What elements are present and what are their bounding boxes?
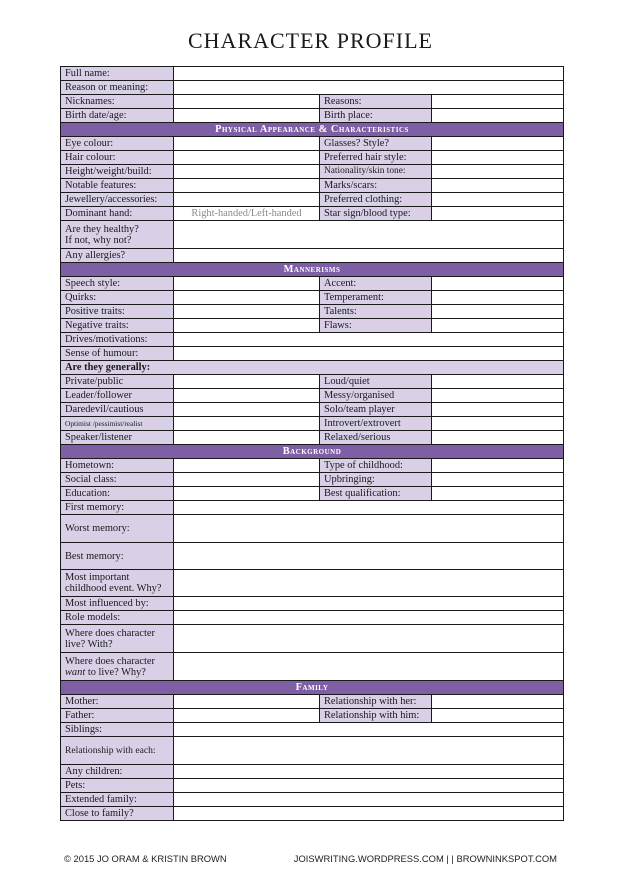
- pets-label: Pets:: [61, 779, 174, 793]
- close-field[interactable]: [174, 807, 564, 821]
- allergies-field[interactable]: [174, 249, 564, 263]
- height-label: Height/weight/build:: [61, 165, 174, 179]
- important-event-line-1: Most important: [65, 572, 130, 583]
- clothing-field[interactable]: [432, 193, 564, 207]
- optimist-field[interactable]: [174, 417, 320, 431]
- talents-label: Talents:: [320, 305, 432, 319]
- hair-colour-label: Hair colour:: [61, 151, 174, 165]
- star-sign-field[interactable]: [432, 207, 564, 221]
- negative-label: Negative traits:: [61, 319, 174, 333]
- height-field[interactable]: [174, 165, 320, 179]
- private-field[interactable]: [174, 375, 320, 389]
- eye-colour-field[interactable]: [174, 137, 320, 151]
- star-sign-label: Star sign/blood type:: [320, 207, 432, 221]
- quirks-label: Quirks:: [61, 291, 174, 305]
- messy-label: Messy/organised: [320, 389, 432, 403]
- hometown-field[interactable]: [174, 459, 320, 473]
- nicknames-field[interactable]: [174, 95, 320, 109]
- quirks-field[interactable]: [174, 291, 320, 305]
- solo-field[interactable]: [432, 403, 564, 417]
- social-class-label: Social class:: [61, 473, 174, 487]
- birth-date-field[interactable]: [174, 109, 320, 123]
- live-label-line-1: Where does character: [65, 627, 155, 639]
- siblings-label: Siblings:: [61, 723, 174, 737]
- character-profile-form: [60, 66, 564, 821]
- important-event-line-2: childhood event. Why?: [65, 583, 162, 594]
- positive-field[interactable]: [174, 305, 320, 319]
- leader-field[interactable]: [174, 389, 320, 403]
- accent-field[interactable]: [432, 277, 564, 291]
- footer-copyright: © 2015 JO ORAM & KRISTIN BROWN: [64, 853, 227, 864]
- reason-field[interactable]: [174, 81, 564, 95]
- rel-him-field[interactable]: [432, 709, 564, 723]
- rel-each-field[interactable]: [174, 737, 564, 765]
- hand-field[interactable]: Right-handed/Left-handed: [174, 207, 320, 221]
- section-family: Family: [61, 681, 564, 695]
- hair-style-label: Preferred hair style:: [320, 151, 432, 165]
- birth-place-label: Birth place:: [320, 109, 432, 123]
- introvert-label: Introvert/extrovert: [320, 417, 432, 431]
- private-label: Private/public: [61, 375, 174, 389]
- nationality-label: Nationality/skin tone:: [320, 165, 432, 179]
- mother-label: Mother:: [61, 695, 174, 709]
- glasses-label: Glasses? Style?: [320, 137, 432, 151]
- marks-field[interactable]: [432, 179, 564, 193]
- qualification-field[interactable]: [432, 487, 564, 501]
- want-live-field[interactable]: [174, 653, 564, 681]
- leader-label: Leader/follower: [61, 389, 174, 403]
- nicknames-label: Nicknames:: [61, 95, 174, 109]
- temperament-label: Temperament:: [320, 291, 432, 305]
- daredevil-field[interactable]: [174, 403, 320, 417]
- solo-label: Solo/team player: [320, 403, 432, 417]
- relaxed-field[interactable]: [432, 431, 564, 445]
- loud-label: Loud/quiet: [320, 375, 432, 389]
- extended-field[interactable]: [174, 793, 564, 807]
- temperament-field[interactable]: [432, 291, 564, 305]
- close-label: Close to family?: [61, 807, 174, 821]
- positive-label: Positive traits:: [61, 305, 174, 319]
- healthy-label: [61, 221, 174, 249]
- upbringing-field[interactable]: [432, 473, 564, 487]
- glasses-field[interactable]: [432, 137, 564, 151]
- rel-each-label: Relationship with each:: [61, 737, 174, 765]
- first-memory-label: First memory:: [61, 501, 174, 515]
- footer-websites: JOISWRITING.WORDPRESS.COM | | BROWNINKSPOT.COM: [293, 853, 557, 864]
- children-label: Any children:: [61, 765, 174, 779]
- messy-field[interactable]: [432, 389, 564, 403]
- hair-style-field[interactable]: [432, 151, 564, 165]
- father-label: Father:: [61, 709, 174, 723]
- relaxed-label: Relaxed/serious: [320, 431, 432, 445]
- pets-field[interactable]: [174, 779, 564, 793]
- first-memory-field[interactable]: [174, 501, 564, 515]
- generally-subheader: Are they generally:: [61, 361, 564, 375]
- rel-her-label: Relationship with her:: [320, 695, 432, 709]
- full-name-field[interactable]: [174, 67, 564, 81]
- notable-label: Notable features:: [61, 179, 174, 193]
- live-label-line-2: live? With?: [65, 638, 113, 650]
- important-event-field[interactable]: [174, 570, 564, 597]
- want-live-line-2: to live? Why?: [85, 666, 146, 678]
- humour-field[interactable]: [174, 347, 564, 361]
- role-models-label: Role models:: [61, 611, 174, 625]
- worst-memory-field[interactable]: [174, 515, 564, 543]
- healthy-label-line-2: If not, why not?: [65, 234, 132, 246]
- nationality-field[interactable]: [432, 165, 564, 179]
- speech-field[interactable]: [174, 277, 320, 291]
- loud-field[interactable]: [432, 375, 564, 389]
- want-live-line-1: Where does character: [65, 655, 155, 667]
- father-field[interactable]: [174, 709, 320, 723]
- social-class-field[interactable]: [174, 473, 320, 487]
- drives-field[interactable]: [174, 333, 564, 347]
- childhood-type-field[interactable]: [432, 459, 564, 473]
- children-field[interactable]: [174, 765, 564, 779]
- section-physical: Physical Appearance & Characteristics: [61, 123, 564, 137]
- hair-colour-field[interactable]: [174, 151, 320, 165]
- flaws-field[interactable]: [432, 319, 564, 333]
- marks-label: Marks/scars:: [320, 179, 432, 193]
- upbringing-label: Upbringing:: [320, 473, 432, 487]
- optimist-label: Optimist /pessimist/realist: [61, 417, 174, 431]
- birth-date-label: Birth date/age:: [61, 109, 174, 123]
- role-models-field[interactable]: [174, 611, 564, 625]
- rel-her-field[interactable]: [432, 695, 564, 709]
- influenced-label: Most influenced by:: [61, 597, 174, 611]
- speaker-label: Speaker/listener: [61, 431, 174, 445]
- negative-field[interactable]: [174, 319, 320, 333]
- mother-field[interactable]: [174, 695, 320, 709]
- qualification-label: Best qualification:: [320, 487, 432, 501]
- live-field[interactable]: [174, 625, 564, 653]
- reasons-label: Reasons:: [320, 95, 432, 109]
- page-title: CHARACTER PROFILE: [188, 28, 433, 53]
- healthy-field[interactable]: [174, 221, 564, 249]
- humour-label: Sense of humour:: [61, 347, 174, 361]
- clothing-label: Preferred clothing:: [320, 193, 432, 207]
- daredevil-label: Daredevil/cautious: [61, 403, 174, 417]
- reasons-field[interactable]: [432, 95, 564, 109]
- hand-label: Dominant hand:: [61, 207, 174, 221]
- jewellery-label: Jewellery/accessories:: [61, 193, 174, 207]
- siblings-field[interactable]: [174, 723, 564, 737]
- notable-field[interactable]: [174, 179, 320, 193]
- hometown-label: Hometown:: [61, 459, 174, 473]
- speaker-field[interactable]: [174, 431, 320, 445]
- healthy-label-line-1: Are they healthy?: [65, 223, 139, 235]
- childhood-type-label: Type of childhood:: [320, 459, 432, 473]
- accent-label: Accent:: [320, 277, 432, 291]
- allergies-label: Any allergies?: [61, 249, 174, 263]
- jewellery-field[interactable]: [174, 193, 320, 207]
- want-emphasis: want: [65, 666, 86, 678]
- want-live-label: [61, 653, 174, 681]
- worst-memory-label: Worst memory:: [61, 515, 174, 543]
- section-background: Background: [61, 445, 564, 459]
- important-event-label: [61, 570, 174, 597]
- introvert-field[interactable]: [432, 417, 564, 431]
- speech-label: Speech style:: [61, 277, 174, 291]
- best-memory-field[interactable]: [174, 543, 564, 570]
- extended-label: Extended family:: [61, 793, 174, 807]
- full-name-label: Full name:: [61, 67, 174, 81]
- education-field[interactable]: [174, 487, 320, 501]
- eye-colour-label: Eye colour:: [61, 137, 174, 151]
- best-memory-label: Best memory:: [61, 543, 174, 570]
- reason-label: Reason or meaning:: [61, 81, 174, 95]
- drives-label: Drives/motivations:: [61, 333, 174, 347]
- talents-field[interactable]: [432, 305, 564, 319]
- influenced-field[interactable]: [174, 597, 564, 611]
- education-label: Education:: [61, 487, 174, 501]
- section-mannerisms: Mannerisms: [61, 263, 564, 277]
- live-label: [61, 625, 174, 653]
- birth-place-field[interactable]: [432, 109, 564, 123]
- flaws-label: Flaws:: [320, 319, 432, 333]
- rel-him-label: Relationship with him:: [320, 709, 432, 723]
